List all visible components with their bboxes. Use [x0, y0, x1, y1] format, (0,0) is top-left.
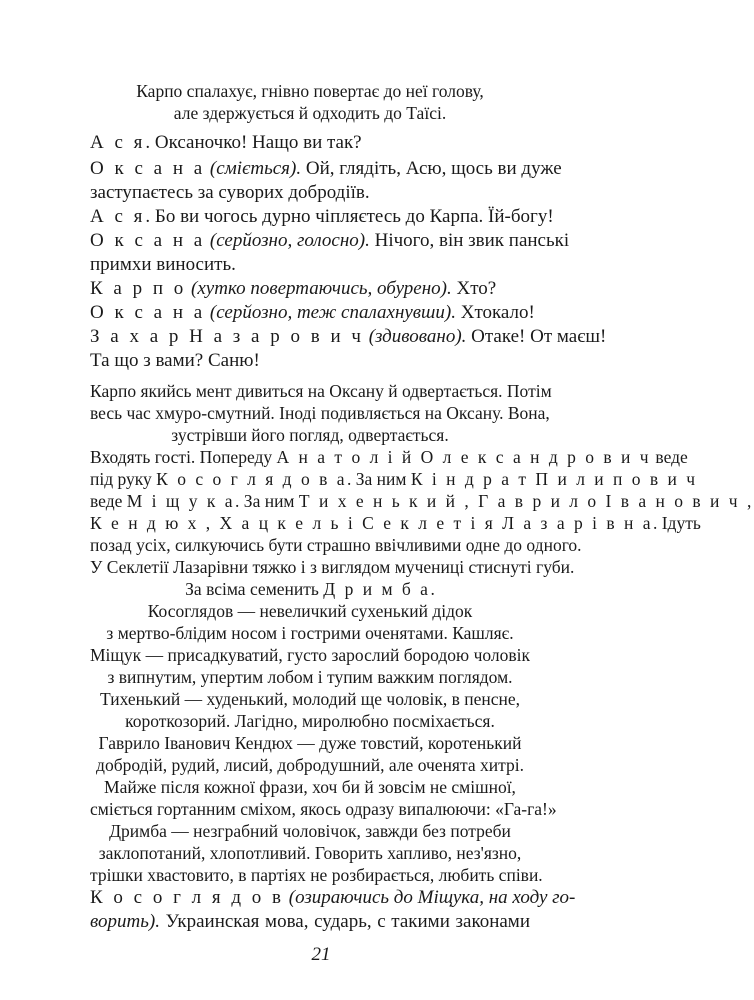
character-description-line: Міщук — присадкуватий, густо зарослий бородою чоловік	[90, 645, 530, 665]
remark: (хутко повертаючись, обурено).	[191, 278, 452, 299]
stage-direction-line: але здержується й одходить до Таїсі.	[173, 103, 447, 123]
dialogue-line: примхи виносить.	[90, 254, 236, 275]
stage-direction-line: У Секлетії Лазарівни тяжко і з виглядом мучениці стиснуті губи.	[90, 557, 575, 577]
character-name: М і щ у к а	[126, 491, 236, 511]
character-name: Т и х е н ь к и й , Г а в р и л о І в а н о в и ч ,	[298, 491, 754, 511]
stage-direction-line: позад усіх, силкуючись бути страшно ввічливими одне до одного.	[90, 535, 582, 555]
character-description-line: Гаврило Іванович Кендюх — дуже товстий, коротенький	[98, 733, 522, 753]
stage-direction-line: Карпо спалахує, гнівно повертає до неї голову,	[136, 81, 484, 101]
speaker-name: К о с о г л я д о в	[90, 887, 285, 908]
remark: (серйозно, голосно).	[209, 230, 370, 251]
stage-direction-line: Карпо якийсь мент дивиться на Оксану й одвертається. Потім	[90, 381, 552, 401]
dialogue-line: О к с а н а (сміється). Ой, глядіть, Асю, щось ви дуже	[90, 158, 562, 179]
dialogue-line: К а р п о (хутко повертаючись, обурено). Хто?	[90, 278, 497, 299]
character-description-line: з випнутим, упертим лобом і тупим важким поглядом.	[107, 667, 513, 687]
dialogue-line: З а х а р Н а з а р о в и ч (здивовано). Отаке! От маєш!	[90, 326, 607, 347]
dialogue-line: О к с а н а (серйозно, голосно). Нічого, він звик панські	[90, 230, 570, 251]
remark: ворить).	[90, 911, 160, 932]
speaker-name: О к с а н а	[90, 302, 206, 323]
stage-direction-line: За всіма семенить Д р и м б а.	[185, 579, 435, 599]
dialogue-line: А с я. Бо ви чогось дурно чіпляєтесь до Карпа. Їй-богу!	[90, 206, 554, 227]
remark: (серйозно, теж спалахнувши).	[209, 302, 456, 323]
stage-direction-line: Входять гості. Попереду А н а т о л і й О л е к с а н д р о в и ч веде	[90, 447, 688, 467]
remark: (озираючись до Міщука, на ходу го-	[288, 887, 576, 908]
speaker-name: А с я	[90, 132, 146, 153]
speaker-name: А с я	[90, 206, 146, 227]
dialogue-line: О к с а н а (серйозно, теж спалахнувши). Хтокало!	[90, 302, 535, 323]
dialogue-line	[90, 887, 576, 909]
dialogue-line: Та що з вами? Саню!	[90, 350, 260, 371]
character-description-line: заклопотаний, хлопотливий. Говорить хапливо, нез'язно,	[98, 843, 522, 863]
stage-direction-line: веде М і щ у к а. За ним Т и х е н ь к и й , Г а в р и л о І в а н о в и ч ,	[90, 491, 754, 511]
remark: (здивовано).	[368, 326, 467, 347]
character-description-line: Тихенький — худенький, молодий ще чоловік, в пенсне,	[99, 689, 521, 709]
character-description-line: добродій, рудий, лисий, добродушний, але оченята хитрі.	[96, 755, 524, 775]
character-description-line: короткозорий. Лагідно, миролюбно посміхається.	[125, 711, 495, 731]
character-description-line: Косоглядов — невеличкий сухенький дідок	[147, 601, 473, 621]
stage-direction-line: весь час хмуро-смутний. Іноді подивляється на Оксану. Вона,	[90, 403, 550, 423]
character-description-line: сміється гортанним сміхом, якось одразу випалюючи: «Га-га!»	[90, 799, 557, 819]
dialogue-line: А с я. Оксаночко! Нащо ви так?	[90, 132, 362, 153]
page-number: 21	[311, 944, 331, 965]
dialogue-line: ворить). Украинская мова, сударь, с такими законами	[90, 911, 530, 932]
character-name: Д р и м б а	[323, 579, 431, 599]
character-name: К і н д р а т П и л и п о в и ч	[410, 469, 698, 489]
character-name: К е н д ю х , Х а ц к е л ь і С е к л е т і я Л а з а р і в н а	[90, 513, 653, 533]
remark: (сміється).	[209, 158, 302, 179]
character-description-line: Майже після кожної фрази, хоч би й зовсім не смішної,	[104, 777, 516, 797]
character-name: К о с о г л я д о в а	[156, 469, 347, 489]
character-description-line: Дримба — незграбний чоловічок, завжди без потреби	[109, 821, 511, 841]
speaker-name: О к с а н а	[90, 230, 206, 251]
speaker-name: О к с а н а	[90, 158, 206, 179]
dialogue-line: заступаєтесь за суворих добродіїв.	[90, 182, 370, 203]
stage-direction-line: зустрівши його погляд, одвертається.	[171, 425, 449, 445]
speaker-name: З а х а р Н а з а р о в и ч	[90, 326, 364, 347]
stage-direction-line: К е н д ю х , Х а ц к е л ь і С е к л е т і я Л а з а р і в н а. Ідуть	[90, 513, 701, 533]
character-description-line: з мертво-блідим носом і гострими оченятами. Кашляє.	[106, 623, 514, 643]
stage-direction-line: під руку К о с о г л я д о в а. За ним К і н д р а т П и л и п о в и ч	[90, 469, 698, 489]
character-description-line: трішки хвастовито, в партіях не розбирається, любить співи.	[90, 865, 543, 885]
character-name: А н а т о л і й О л е к с а н д р о в и ч	[276, 447, 652, 467]
speaker-name: К а р п о	[90, 278, 187, 299]
